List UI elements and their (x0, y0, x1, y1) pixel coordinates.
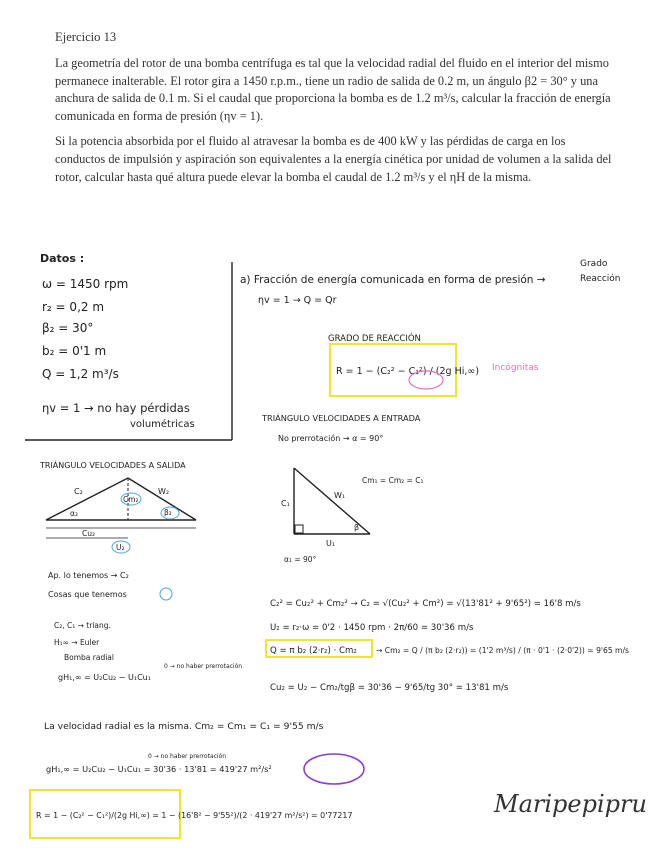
svg-text:Cm₂: Cm₂ (123, 495, 139, 504)
note-euler-eq: gH₁,∞ = U₂Cu₂ − U₁Cu₁ (58, 673, 151, 682)
exercise-title: Ejercicio 13 (55, 30, 117, 44)
datos-b2: b₂ = 0'1 m (42, 344, 107, 358)
part-a-heading: a) Fracción de energía comunicada en forma de presión → (240, 274, 546, 286)
note-triang: C₂, C₁ → triang. (54, 621, 111, 630)
alpha-note: α₁ = 90° (284, 555, 317, 564)
signature: Maripepipru (494, 790, 647, 818)
datos-omega: ω = 1450 rpm (42, 277, 129, 291)
note-cosas: Cosas que tenemos (48, 590, 127, 599)
gh-note: 0 → no haber prerrotación (148, 753, 227, 760)
triangle-entrada (281, 468, 370, 548)
triangle-salida (46, 478, 196, 553)
datos-q: Q = 1,2 m³/s (42, 367, 119, 381)
datos-r2: r₂ = 0,2 m (42, 300, 105, 314)
grado-text: Grado (580, 259, 608, 269)
result-circle (304, 754, 364, 784)
svg-text:U₂: U₂ (116, 543, 125, 552)
triangulo-entrada-title: TRIÁNGULO VELOCIDADES A ENTRADA (262, 413, 421, 423)
statement-paragraph-2: Si la potencia absorbida por el fluido al atravesar la bomba es de 400 kW y las pérdidas de carga en los conductos de impulsión y aspiración son equivalentes a la energía cinética por unidad de volumen a la salida del rotor, calcular hasta qué altura puede elevar la bomba el caudal de 1.2 m³/s y el ηH de la misma. (55, 134, 612, 184)
datos-eta-2: volumétricas (130, 419, 195, 430)
prerrotacion-note: No prerrotación → α = 90° (278, 434, 384, 443)
svg-text:C₂: C₂ (74, 487, 83, 496)
cm-equality: Cm₁ = Cm₂ = C₁ (362, 476, 424, 485)
radial-conclusion: La velocidad radial es la misma. Cm₂ = Cm₁ = C₁ = 9'55 m/s (44, 721, 324, 732)
calc-cm2: → Cm₂ = Q / (π b₂ (2·r₂)) = (1'2 m³/s) / (π · 0'1 · (2·0'2)) = 9'65 m/s (376, 646, 629, 655)
reaccion-text: Reacción (580, 274, 621, 284)
triangulo-salida-title: TRIÁNGULO VELOCIDADES A SALIDA (40, 461, 186, 470)
datos-title: Datos : (40, 252, 85, 265)
statement-paragraph-1: La geometría del rotor de una bomba centrífuga es tal que la velocidad radial del fluido en el interior del mismo permanece inalterable. El rotor gira a 1450 r.p.m., tiene un radio de salida de 0.2 m, un ángulo β2 = 30° y una anchura de salida de 0.1 m. Si el caudal que proporciona la bomba es de 1.2 m³/s, calcular la fracción de energía comunicada en forma de presión (ηv = 1). (55, 56, 611, 123)
grado-reaccion-formula: R = 1 − (C₂² − C₁²) / (2g Hi,∞) (336, 366, 480, 377)
note-euler: H₁∞ → Euler (54, 638, 100, 647)
blue-circle-legend (160, 588, 172, 600)
calc-c2: C₂² = Cu₂² + Cm₂² → C₂ = √(Cu₂² + Cm²) = √(13'81² + 9'65²) = 16'8 m/s (270, 599, 581, 609)
gh-calc: gH₁,∞ = U₂Cu₂ − U₁Cu₁ = 30'36 · 13'81 = 419'27 m²/s² (46, 764, 272, 774)
svg-text:Cu₂: Cu₂ (82, 529, 95, 538)
svg-text:C₁: C₁ (281, 499, 290, 508)
calc-u2: U₂ = r₂·ω = 0'2 · 1450 rpm · 2π/60 = 30'36 m/s (270, 623, 474, 633)
note-prerrot: 0 → no haber prerrotación (164, 663, 243, 670)
grado-reaccion-label: GRADO DE REACCIÓN (328, 334, 421, 344)
datos-lines (42, 277, 195, 430)
svg-text:α₂: α₂ (70, 509, 78, 518)
svg-text:W₁: W₁ (334, 491, 346, 500)
calc-q: Q = π b₂ (2·r₂) · Cm₂ (270, 646, 357, 656)
final-result: R = 1 − (C₂² − C₁²)/(2g Hi,∞) = 1 − (16'8² − 9'55²)/(2 · 419'27 m²/s²) = 0'77217 (36, 811, 353, 820)
note-ap: Ap. lo tenemos → C₂ (48, 571, 129, 580)
note-radial: Bomba radial (64, 653, 114, 662)
datos-beta2: β₂ = 30° (42, 321, 94, 335)
datos-eta: ηv = 1 → no hay pérdidas (42, 401, 190, 415)
svg-text:W₂: W₂ (158, 487, 170, 496)
svg-text:β: β (354, 523, 360, 532)
calc-cu2: Cu₂ = U₂ − Cm₂/tgβ = 30'36 − 9'65/tg 30° = 13'81 m/s (270, 683, 509, 693)
svg-text:U₁: U₁ (326, 539, 336, 548)
svg-text:β₂: β₂ (164, 508, 172, 517)
eta-note: ηv = 1 → Q = Qr (258, 295, 337, 306)
incognitas-note: Incógnitas (492, 363, 539, 373)
